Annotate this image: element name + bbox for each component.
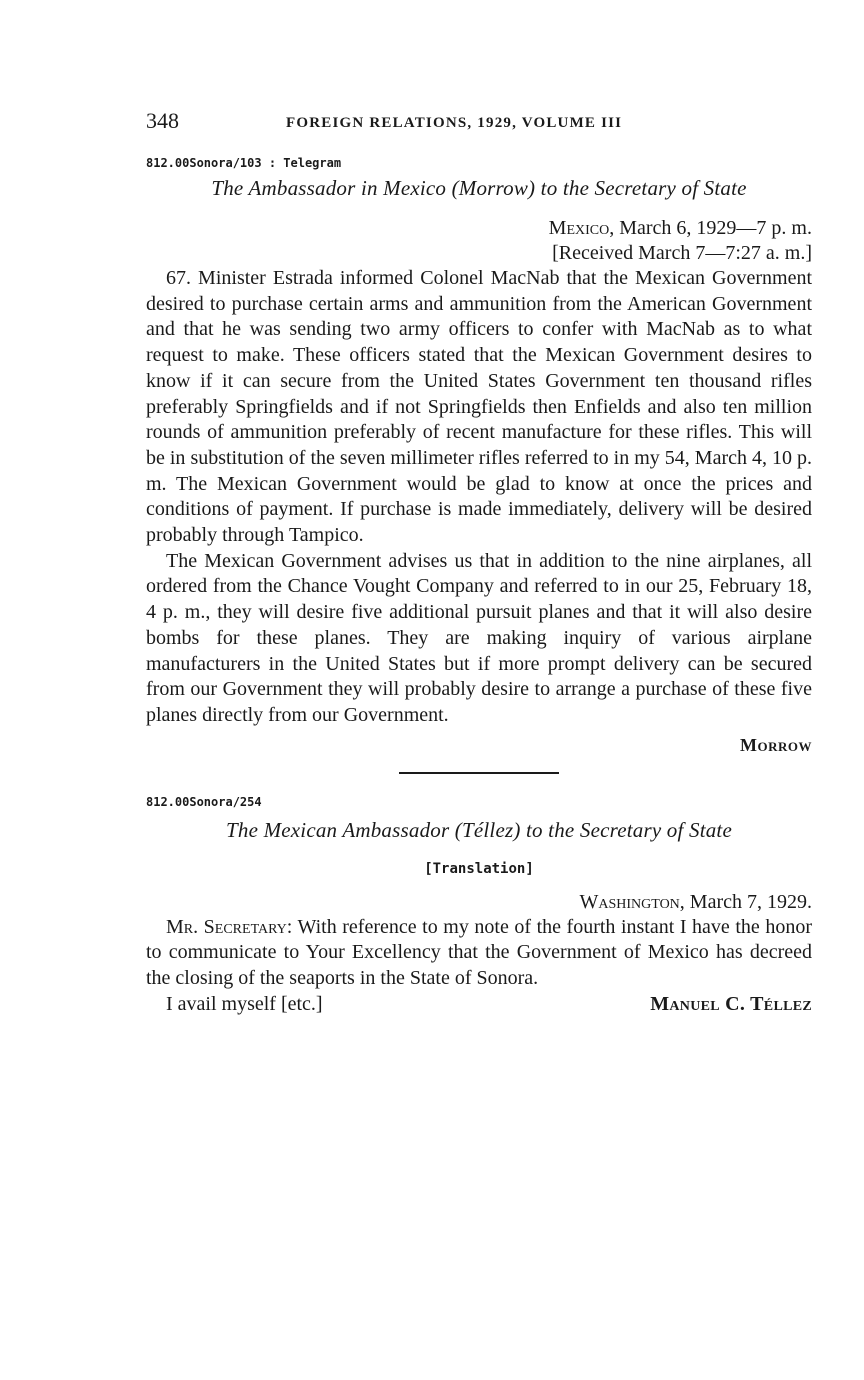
document-heading: The Ambassador in Mexico (Morrow) to the Secretary of State <box>211 176 747 200</box>
document-telegram <box>146 155 812 758</box>
translation-note: [Translation] <box>424 860 534 877</box>
dateline-date: , March 6, 1929—7 p. m. <box>609 217 812 239</box>
dateline-place: Mexico <box>548 217 610 239</box>
section-divider <box>399 772 559 774</box>
page-number: 348 <box>146 108 179 133</box>
file-number: 812.00Sonora/103 : Telegram <box>146 156 342 170</box>
closing-row <box>146 992 812 1017</box>
document-page <box>146 100 812 1017</box>
salutation: Mr. Secretary: <box>166 915 293 938</box>
dateline <box>146 890 812 915</box>
file-number: 812.00Sonora/254 <box>146 794 262 809</box>
dateline <box>146 216 812 241</box>
dateline-date: , March 7, 1929. <box>679 890 812 913</box>
body-paragraph: 67. Minister Estrada informed Colonel MacNab that the Mexican Government desired to purchase certain arms and ammunition from the American Government and that he was sending two army officers to confer with MacNab as to what request to make. These officers stated that the Mexican Government desires to know if it can secure from the United States Government ten thousand rifles preferably Springfields and if not Springfields then Enfields and also ten million rounds of ammunition preferably of recent manufacture for these rifles. This will be in substitution of the seven millimeter rifles referred to in my 54, March 4, 10 p. m. The Mexican Government would be glad to know at once the prices and conditions of payment. If purchase is made immediately, delivery will be desired probably through Tampico. <box>146 267 812 547</box>
running-title: FOREIGN RELATIONS, 1929, VOLUME III <box>286 115 623 131</box>
received-line: [Received March 7—7:27 a. m.] <box>552 242 812 264</box>
document-heading: The Mexican Ambassador (Téllez) to the Secretary of State <box>226 817 732 842</box>
closing-formula: I avail myself [etc.] <box>166 992 323 1015</box>
note-body: With reference to my note of the fourth instant I have the honor to communicate to Your Excellency that the Government of Mexico has decreed the closing of the seaports in the State of Sonora. <box>146 915 812 990</box>
signature: Morrow <box>740 734 812 755</box>
dateline-place: Washington <box>579 890 680 913</box>
document-note <box>146 794 812 1017</box>
body-paragraph <box>146 915 812 992</box>
signature: Manuel C. Téllez <box>650 992 812 1015</box>
body-paragraph: The Mexican Government advises us that in addition to the nine airplanes, all ordered from the Chance Vought Company and referred to in our 25, February 18, 4 p. m., they will desire five additional pursuit planes and that it will also desire bombs for these planes. They are making inquiry of various airplane manufacturers in the United States but if more prompt delivery can be secured from our Government they will probably desire to arrange a purchase of these five planes directly from our Government. <box>146 549 812 726</box>
running-head <box>146 100 812 140</box>
